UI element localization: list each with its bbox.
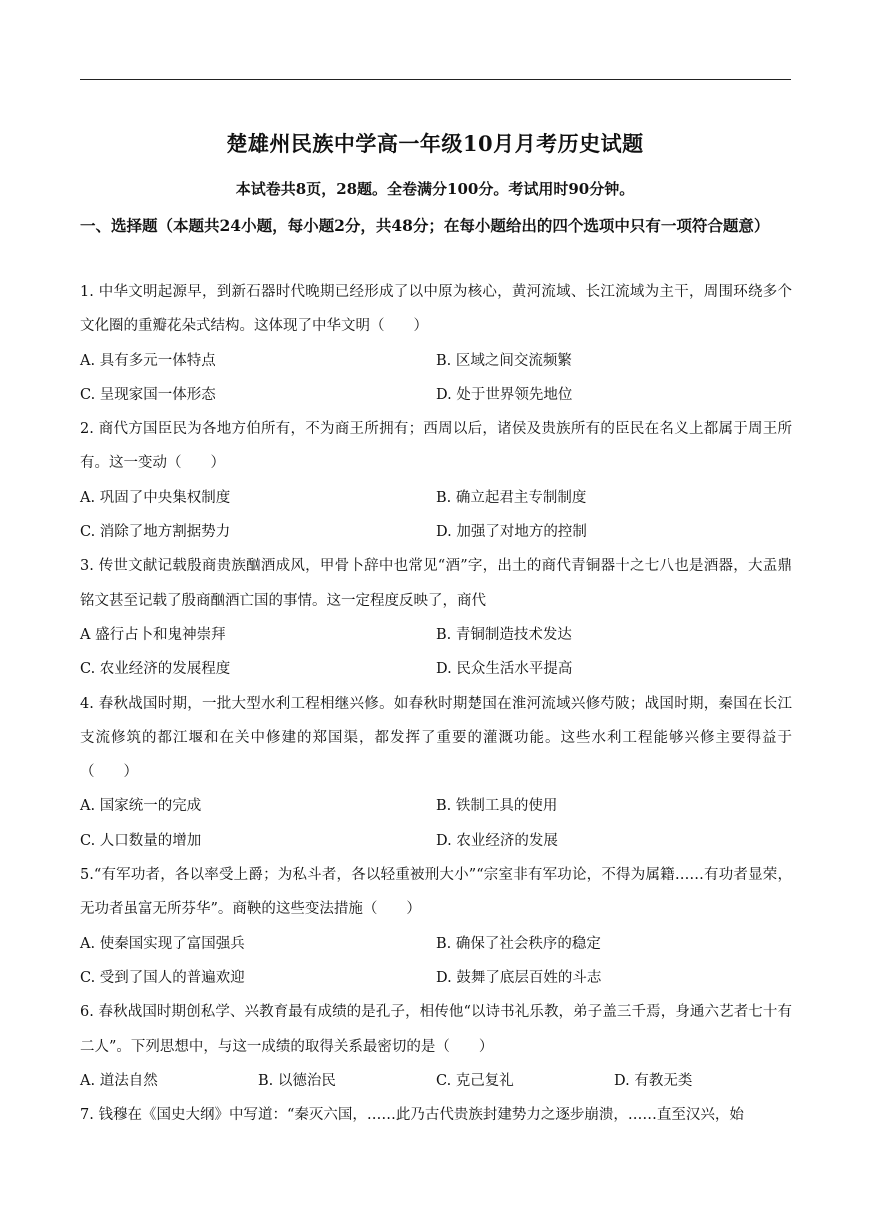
question-stem: 4. 春秋战国时期，一批大型水利工程相继兴修。如春秋时期楚国在淮河流域兴修芍陂；战国时期，秦国在长江支流修筑的都江堰和在关中修建的郑国渠，都发挥了重要的灌溉功能。这些水利工程能够兴修主要得益于（ ） [80, 695, 792, 781]
option-c: C. 受到了国人的普遍欢迎 [80, 969, 245, 986]
option-c: C. 呈现家国一体形态 [80, 386, 216, 403]
option-d: D. 加强了对地方的控制 [436, 524, 587, 541]
option-group [80, 789, 792, 858]
question-list [80, 275, 792, 1132]
option-c: C. 人口数量的增加 [80, 832, 202, 849]
option-a: A. 具有多元一体特点 [80, 352, 216, 369]
question-1 [80, 275, 792, 412]
question-stem: 1. 中华文明起源早，到新石器时代晚期已经形成了以中原为核心，黄河流域、长江流域为主干，周围环绕多个文化圈的重瓣花朵式结构。这体现了中华文明（ ） [80, 284, 792, 335]
option-d: D. 民众生活水平提高 [436, 661, 573, 678]
section-heading: 一、选择题（本题共24小题，每小题2分，共48分；在每小题给出的四个选项中只有一项符合题意） [80, 216, 770, 235]
option-group [80, 481, 792, 550]
option-c: C. 农业经济的发展程度 [80, 661, 231, 678]
question-2 [80, 412, 792, 549]
option-a: A 盛行占卜和鬼神崇拜 [80, 626, 226, 643]
option-a: A. 国家统一的完成 [80, 798, 202, 815]
page-title: 楚雄州民族中学高一年级10月月考历史试题 [226, 131, 644, 156]
option-c: C. 消除了地方割据势力 [80, 524, 231, 541]
option-b: B. 区域之间交流频繁 [436, 352, 572, 369]
option-d: D. 鼓舞了底层百姓的斗志 [436, 969, 602, 986]
option-d: D. 农业经济的发展 [436, 832, 558, 849]
option-b: B. 青铜制造技术发达 [436, 626, 572, 643]
question-4 [80, 687, 792, 858]
option-b: B. 确保了社会秩序的稳定 [436, 935, 601, 952]
option-group [80, 1064, 792, 1098]
option-a: A. 巩固了中央集权制度 [80, 489, 231, 506]
question-stem: 7. 钱穆在《国史大纲》中写道：“秦灭六国，……此乃古代贵族封建势力之逐步崩溃，……直至汉兴，始 [80, 1107, 744, 1124]
option-group [80, 618, 792, 687]
exam-info: 本试卷共8页，28题。全卷满分100分。考试用时90分钟。 [235, 180, 635, 198]
option-c: C. 克己复礼 [436, 1072, 514, 1089]
question-3 [80, 549, 792, 686]
option-b: B. 铁制工具的使用 [436, 798, 558, 815]
option-b: B. 以德治民 [258, 1072, 336, 1089]
question-stem: 3. 传世文献记载殷商贵族酗酒成风，甲骨卜辞中也常见“酒”字，出土的商代青铜器十之七八也是酒器，大盂鼎铭文甚至记载了殷商酗酒亡国的事情。这一定程度反映了，商代 [80, 558, 792, 609]
question-stem: 5.“有军功者，各以率受上爵；为私斗者，各以轻重被刑大小”“宗室非有军功论，不得为属籍……有功者显荣，无功者虽富无所芬华”。商鞅的这些变法措施（ ） [80, 867, 792, 918]
option-d: D. 处于世界领先地位 [436, 386, 573, 403]
question-stem: 2. 商代方国臣民为各地方伯所有，不为商王所拥有；西周以后，诸侯及贵族所有的臣民在名义上都属于周王所有。这一变动（ ） [80, 421, 792, 472]
question-5 [80, 858, 792, 995]
option-group [80, 344, 792, 413]
question-7 [80, 1098, 792, 1132]
header-rule [80, 79, 791, 80]
option-group [80, 927, 792, 996]
option-d: D. 有教无类 [614, 1072, 693, 1089]
option-b: B. 确立起君主专制制度 [436, 489, 587, 506]
question-stem: 6. 春秋战国时期创私学、兴教育最有成绩的是孔子，相传他“以诗书礼乐教，弟子盖三千焉，身通六艺者七十有二人”。下列思想中，与这一成绩的取得关系最密切的是（ ） [80, 1004, 792, 1055]
option-a: A. 道法自然 [80, 1072, 158, 1089]
option-a: A. 使秦国实现了富国强兵 [80, 935, 245, 952]
question-6 [80, 995, 792, 1098]
